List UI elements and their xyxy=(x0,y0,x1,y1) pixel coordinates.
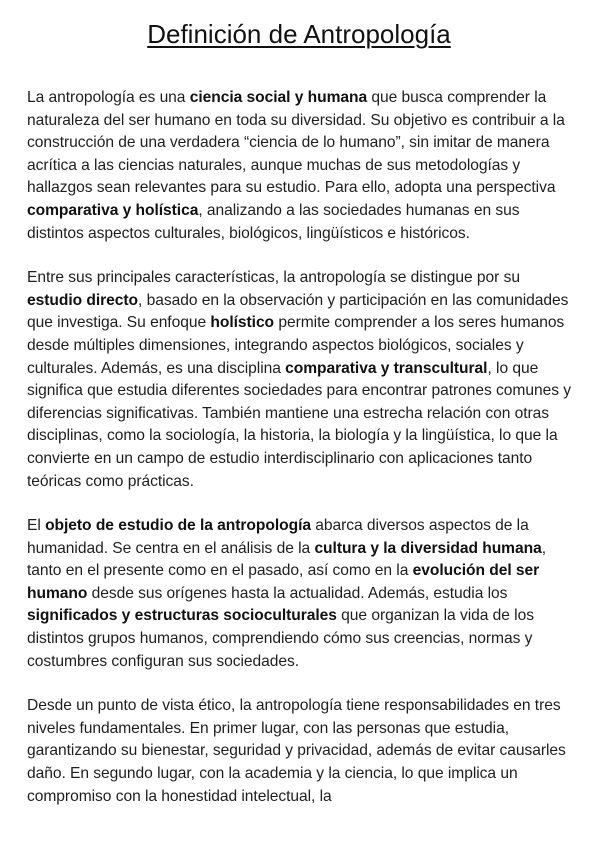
text-segment: Desde un punto de vista ético, la antropología tiene responsabilidades en tres niveles fundamentales. En primer lugar, con las personas que estudia, garantizando su bienestar, seguridad y privacidad, además de evitar causarles daño. En segundo lugar, con la academia y la ciencia, lo que implica un compromiso con la honestidad intelectual, la xyxy=(27,697,566,805)
key-term: ciencia social y humana xyxy=(189,89,368,106)
text-segment: permite comprender a los seres humanos desde múltiples dimensiones, integrando aspectos biológicos, sociales y culturales. Además, es una disciplina xyxy=(27,314,565,377)
key-term: objeto de estudio de la antropología xyxy=(45,517,311,535)
text-segment: Entre sus principales características, la antropología se distingue por su xyxy=(27,269,520,287)
text-segment: El xyxy=(27,517,46,535)
key-term: evolución del ser humano xyxy=(27,562,540,602)
key-term: holístico xyxy=(210,314,275,332)
key-term: estudio directo xyxy=(27,291,139,309)
text-segment: abarca diversos aspectos de la humanidad. Se centra en el análisis de la xyxy=(27,517,529,557)
text-segment: que busca comprender la naturaleza del ser humano en toda su diversidad. Su objetivo es contribuir a la construcción de una verdadera “ciencia de lo humano”, sin imitar de manera acrítica a las ciencias naturales, aunque muchas de sus metodologías y hallazgos sean relevantes para su estudio. Para ello, adopta una perspectiva xyxy=(27,89,565,197)
paragraph-characteristics xyxy=(27,267,571,493)
text-segment: , tanto en el presente como en el pasado, así como en la xyxy=(27,539,547,580)
text-segment: , analizando a las sociedades humanas en sus distintos aspectos culturales, biológicos, lingüísticos e históricos. xyxy=(27,201,520,242)
page-title: Definición de Antropología xyxy=(147,19,451,49)
key-term: comparativa y transcultural xyxy=(285,359,488,377)
text-segment: La antropología es una xyxy=(27,89,190,106)
key-term: cultura y la diversidad humana xyxy=(314,539,542,557)
text-segment: , basado en la observación y participación en las comunidades que investiga. Su enfoque xyxy=(27,291,569,332)
key-term: significados y estructuras socioculturales xyxy=(27,607,337,625)
text-segment: , lo que significa que estudia diferentes sociedades para encontrar patrones comunes y diferencias significativas. También mantiene una estrecha relación con otras disciplinas, como la sociología, la historia, la biología y la lingüística, lo que la convierte en un campo de estudio interdisciplinario con aplicaciones tanto teóricas como prácticas. xyxy=(27,359,571,490)
paragraph-definition xyxy=(27,87,571,245)
key-term: comparativa y holística xyxy=(27,201,199,219)
text-segment: desde sus orígenes hasta la actualidad. Además, estudia los xyxy=(87,584,508,602)
paragraph-object-of-study xyxy=(27,515,571,673)
paragraph-ethics xyxy=(27,695,571,808)
text-segment: que organizan la vida de los distintos grupos humanos, comprendiendo cómo sus creencias, normas y costumbres configuran sus sociedades. xyxy=(27,607,534,670)
